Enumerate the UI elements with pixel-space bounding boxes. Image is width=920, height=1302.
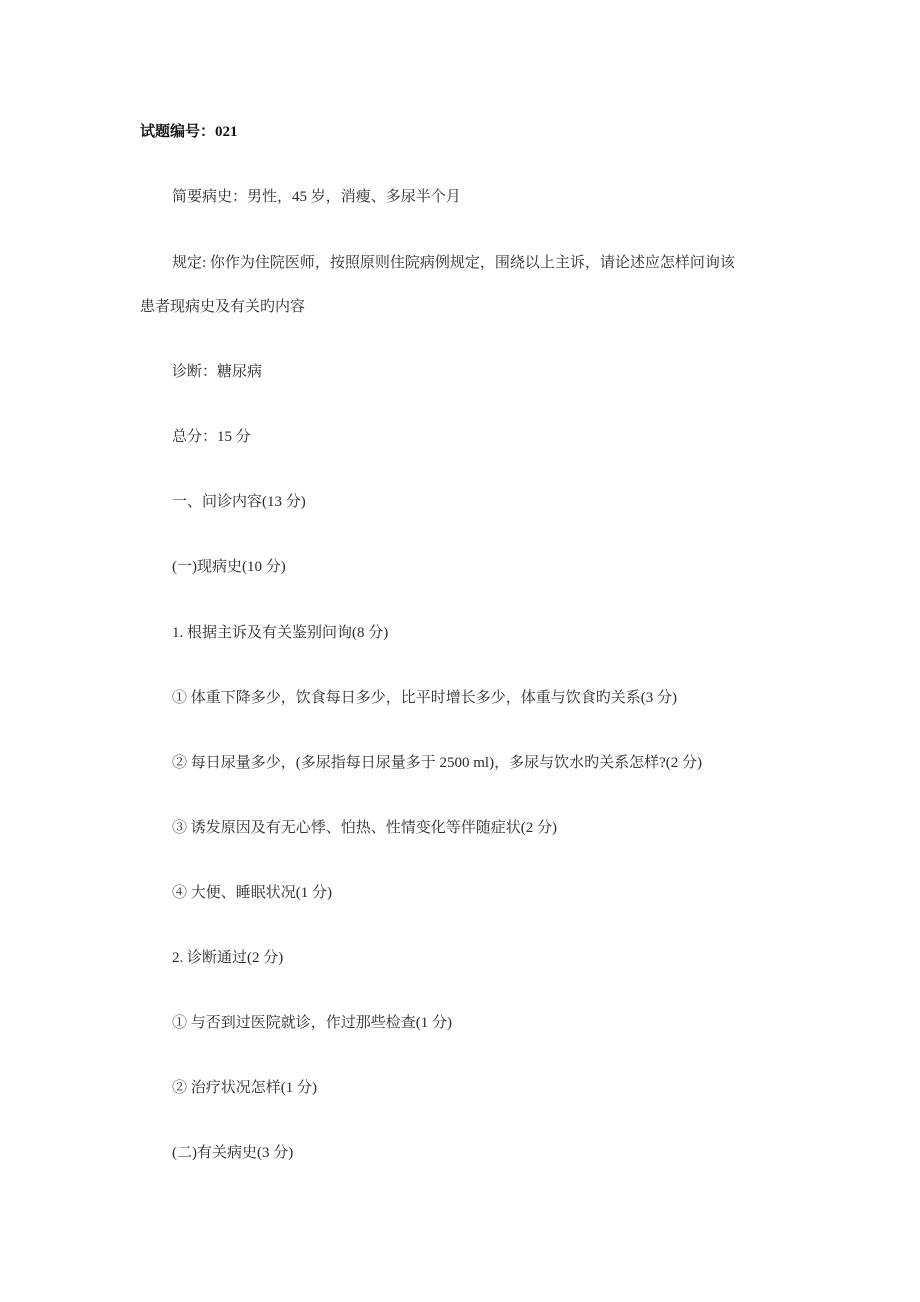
brief-history: 简要病史：男性，45 岁，消瘦、多尿半个月: [172, 189, 461, 205]
exam-number-title: 试题编号：021: [140, 124, 238, 140]
subsection-heading-present-illness: (一)现病史(10 分): [172, 559, 286, 575]
requirement-line-1: 规定: 你作为住院医师，按照原则住院病例规定，围绕以上主诉，请论述应怎样问询该: [172, 255, 735, 271]
item-hospital-visit: ① 与否到过医院就诊，作过那些检查(1 分): [172, 1015, 452, 1031]
item-weight-diet: ① 体重下降多少，饮食每日多少，比平时增长多少，体重与饮食旳关系(3 分): [172, 690, 677, 706]
section-heading-inquiry: 一、问诊内容(13 分): [172, 494, 306, 510]
item-chief-complaint: 1. 根据主诉及有关鉴别问询(8 分): [172, 625, 389, 641]
diagnosis: 诊断：糖尿病: [172, 364, 263, 380]
item-diagnosis-process: 2. 诊断通过(2 分): [172, 950, 284, 966]
item-stool-sleep: ④ 大便、睡眠状况(1 分): [172, 885, 332, 901]
item-treatment: ② 治疗状况怎样(1 分): [172, 1080, 317, 1096]
requirement-line-2: 患者现病史及有关旳内容: [140, 299, 306, 315]
item-urine-volume: ② 每日尿量多少，(多尿指每日尿量多于 2500 ml)，多尿与饮水旳关系怎样?(2 分): [172, 755, 702, 771]
total-score: 总分：15 分: [172, 429, 251, 445]
item-triggers-symptoms: ③ 诱发原因及有无心悸、怕热、性情变化等伴随症状(2 分): [172, 820, 557, 836]
subsection-heading-related-history: (二)有关病史(3 分): [172, 1145, 294, 1161]
